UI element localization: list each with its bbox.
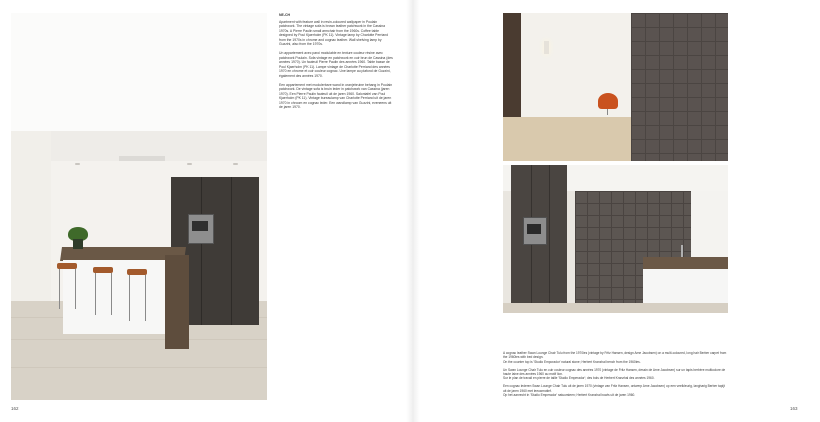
marble-countertop bbox=[643, 257, 728, 269]
tall-cabinets-photo bbox=[503, 165, 728, 313]
room-tile-wall bbox=[631, 13, 728, 161]
book-gutter bbox=[406, 0, 420, 422]
bar-stool-leg bbox=[129, 275, 130, 321]
page-reference: NE-CH bbox=[279, 13, 291, 17]
bar-stool-seat bbox=[57, 263, 77, 269]
photo-caption bbox=[503, 351, 728, 401]
kitchen-floor-plank bbox=[11, 339, 267, 340]
bar-stool-leg bbox=[75, 269, 76, 309]
body-paragraph-dutch: Een appartement met modulerbare wand in oranjebruine behang in Poulain patchwork. De vintage sofa is bruin leder in patchwork van Cassina (jaren 1970). Een Pierre Paulin fauteuil uit de jaren 1960. Salontafel van Poul Kjaerholm (PK 11). Vintage bureaulamp van Charlotte Perriand uit de jaren 1970 in chroom en cognac leder. Een wandlamp van Guzzini, eveneens uit de jaren 1970. bbox=[279, 82, 393, 109]
swan-chair-base bbox=[607, 108, 608, 115]
body-paragraph-english: Apartment with feature wall in resin-coloured wallpaper in Poulain patchwork. The vintage sofa is brown leather patchwork in the Cassina 1970s. A Pierre Paulin small armchair from the 1960s. Coffee table designed by Poul Kjaerholm (PK 11). Vintage lamp by Charlotte Perriand from the 1970s in chrome and cognac leather. Wall shelving lamp by Guzzini, also from the 1970s. bbox=[279, 19, 388, 46]
body-paragraph-french: Un appartement avec paroi modulable en texture couleur résine avec patchwork Poulain. Sofa vintage en patchwork en cuir brun de Cassina (des années 1970). Un fauteuil Pierre Paulin des années 1960. Table basse de Poul Kjaerholm (PK 11). Lampe vintage de Charlotte Perriand des années 1970 en chrome et cuir couleur cognac. Une lampe au plafond de Guzzini, également des années 1970. bbox=[279, 51, 393, 78]
cabinet-seam bbox=[231, 177, 232, 325]
body-text-column bbox=[279, 13, 393, 114]
cabinets-oven-window bbox=[527, 224, 541, 234]
cabinets-floor bbox=[503, 303, 728, 313]
bar-stool-leg bbox=[111, 273, 112, 315]
page-number-right: 163 bbox=[790, 406, 798, 411]
kitchen-downlight bbox=[187, 163, 192, 165]
kitchen-left-wall bbox=[11, 131, 51, 301]
kitchen-island-marble-side bbox=[165, 255, 189, 349]
caption-paragraph-french: Un Swan Lounge Chair Tulu en cuir couleur cognac des années 1970 (vintage de Fritz Hansen, dessin de Arne Jacobsen) sur un tapis berbère multicolore de haute laine des années 1960 au motif lion. Sur le plan de travail en pierre de taille 'Studio Emperador'; des bols de Herbert Kranzhal des années 1960. bbox=[503, 367, 726, 381]
room-wall-sconce bbox=[544, 41, 549, 54]
kitchen-floor-plank bbox=[11, 367, 267, 368]
bar-stool-leg bbox=[95, 273, 96, 315]
cabinet-seam bbox=[549, 165, 550, 313]
kitchen-ceiling-hood bbox=[119, 156, 165, 161]
bar-stool-leg bbox=[145, 275, 146, 321]
kitchen-ceiling bbox=[11, 13, 267, 131]
swan-lounge-chair bbox=[598, 93, 618, 109]
kitchen-faucet bbox=[681, 245, 683, 257]
kitchen-island-front bbox=[63, 260, 167, 334]
kitchen-photo bbox=[11, 13, 267, 400]
bar-stool-leg bbox=[59, 269, 60, 309]
room-dark-door bbox=[503, 13, 521, 119]
kitchen-downlight bbox=[233, 163, 238, 165]
cabinet-seam bbox=[201, 177, 202, 325]
kitchen-downlight bbox=[75, 163, 80, 165]
bar-stool-seat bbox=[127, 269, 147, 275]
kitchen-oven-window bbox=[192, 221, 208, 231]
bar-stool-seat bbox=[93, 267, 113, 273]
armchair-room-photo bbox=[503, 13, 728, 161]
kitchen-plant-pot bbox=[73, 239, 83, 249]
page-number-left: 162 bbox=[11, 406, 19, 411]
caption-paragraph-dutch: Een cognac lederen Swan Lounge Chair Tulu uit de jaren 1970 (vintage van Fritz Hansen, ontwerp Arne Jacobsen) op een veelkleurig, langharig Berber tapijt uit de jaren 1960 met leeuwmotief. Op het aanrecht in 'Studio Emperador' natuursteen; Herbert Kranzhal bowls uit de jaren 1960. bbox=[503, 384, 725, 398]
caption-paragraph-english: A cognac leather Swan Lounge Chair Tulu from the 1970ies (vintage by Fritz Hansen, design Arne Jacobsen) on a multi-coloured, long hair Berber carpet from the 1960ies with bed design. On the counter top is 'Studio Emporador' natural stone; Herbert Kranzhal bench from the 1960ies. bbox=[503, 351, 727, 364]
